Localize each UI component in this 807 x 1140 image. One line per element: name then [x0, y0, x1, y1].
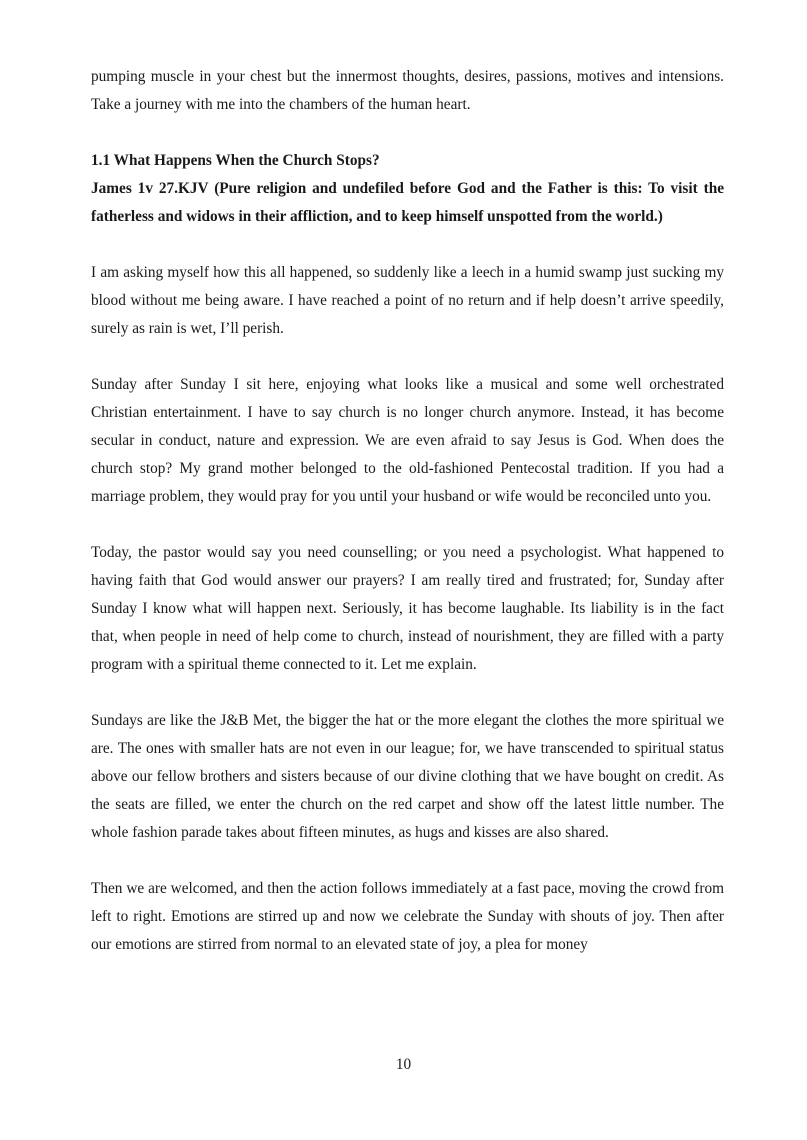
spacer: [91, 343, 724, 371]
body-paragraph-4: Sundays are like the J&B Met, the bigger the hat or the more elegant the clothes the more spiritual we are. The ones with smaller hats are not even in our league; for, we have transcended to spiritual status above our fellow brothers and sisters because of our divine clothing that we have bought on credit. As the seats are filled, we enter the church on the red carpet and show off the latest little number. The whole fashion parade takes about fifteen minutes, as hugs and kisses are also shared.: [91, 712, 724, 841]
scripture-verse: James 1v 27.KJV (Pure religion and undefiled before God and the Father is this: To visit the fatherless and widows in their affliction, and to keep himself unspotted from the world.): [91, 180, 724, 225]
page-number: 10: [395, 1056, 412, 1073]
intro-paragraph: pumping muscle in your chest but the innermost thoughts, desires, passions, motives and intensions. Take a journey with me into the chambers of the human heart.: [91, 68, 724, 113]
page-body: [91, 63, 724, 959]
spacer: [91, 679, 724, 707]
spacer: [91, 511, 724, 539]
body-paragraph-1: I am asking myself how this all happened, so suddenly like a leech in a humid swamp just sucking my blood without me being aware. I have reached a point of no return and if help doesn’t arrive speedily, surely as rain is wet, I’ll perish.: [91, 264, 724, 337]
spacer: [91, 847, 724, 875]
body-paragraph-2: Sunday after Sunday I sit here, enjoying what looks like a musical and some well orchestrated Christian entertainment. I have to say church is no longer church anymore. Instead, it has become secular in conduct, nature and expression. We are even afraid to say Jesus is God. When does the church stop? My grand mother belonged to the old-fashioned Pentecostal tradition. If you had a marriage problem, they would pray for you until your husband or wife would be reconciled unto you.: [91, 376, 724, 505]
spacer: [91, 231, 724, 259]
spacer: [91, 119, 724, 147]
body-paragraph-5: Then we are welcomed, and then the action follows immediately at a fast pace, moving the crowd from left to right. Emotions are stirred up and now we celebrate the Sunday with shouts of joy. Then after our emotions are stirred from normal to an elevated state of joy, a plea for money: [91, 880, 724, 953]
section-heading: 1.1 What Happens When the Church Stops?: [91, 152, 380, 169]
body-paragraph-3: Today, the pastor would say you need counselling; or you need a psychologist. What happened to having faith that God would answer our prayers? I am really tired and frustrated; for, Sunday after Sunday I know what will happen next. Seriously, it has become laughable. Its liability is in the fact that, when people in need of help come to church, instead of nourishment, they are filled with a party program with a spiritual theme connected to it. Let me explain.: [91, 544, 724, 673]
